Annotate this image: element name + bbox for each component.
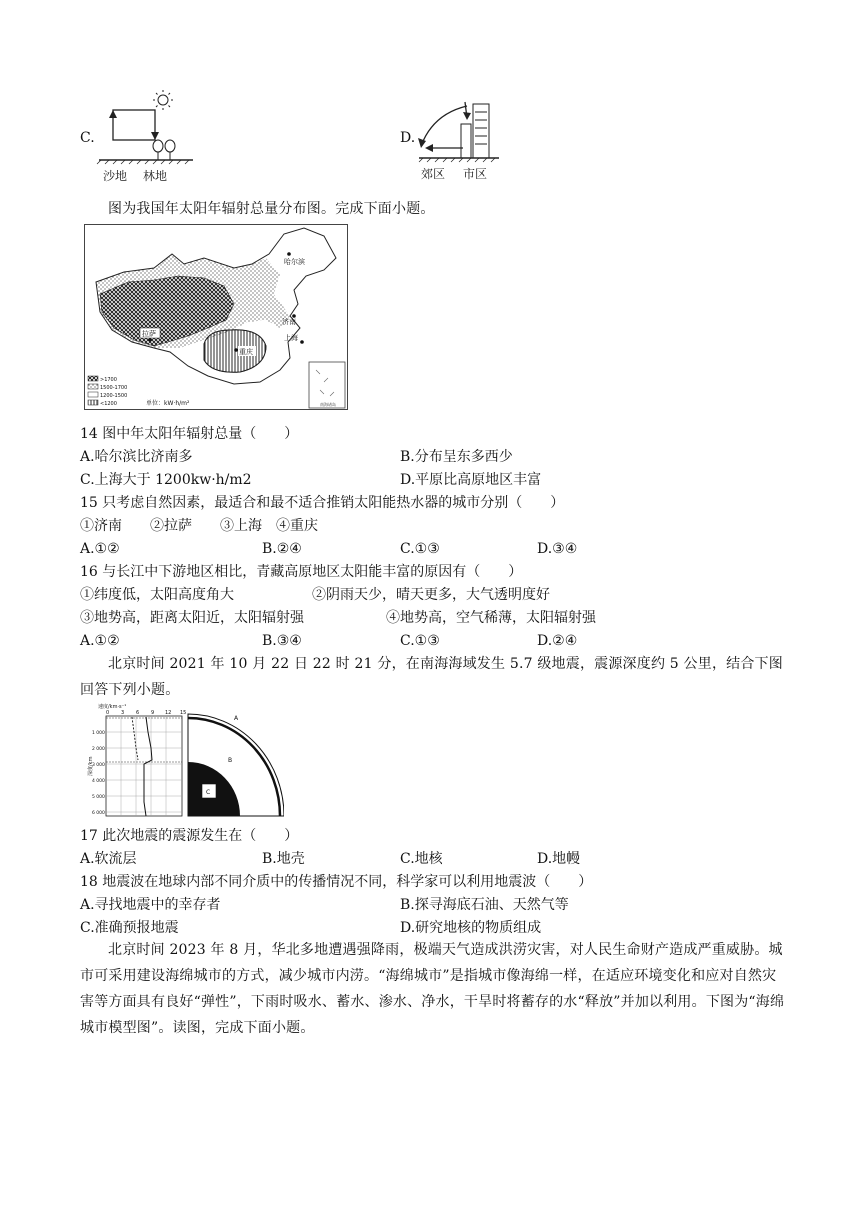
svg-text:15: 15 xyxy=(180,710,187,716)
solar-radiation-map xyxy=(84,224,348,410)
building-icon xyxy=(461,104,489,158)
figure-d-suburb-city xyxy=(415,98,525,183)
q18-option-b[interactable]: B.探寻海底石油、天然气等 xyxy=(400,897,569,913)
legend-2: 1500-1700 xyxy=(100,385,128,391)
q16-item-1: ①纬度低，太阳高度角大 xyxy=(80,587,234,603)
q16-item-3: ③地势高，距离太阳近，太阳辐射强 xyxy=(80,610,304,626)
q14-option-a[interactable]: A.哈尔滨比济南多 xyxy=(80,449,193,465)
yaxis-title: 深度/km xyxy=(88,756,94,776)
intro-sponge-city: 北京时间 2023 年 8 月，华北多地遭遇强降雨，极端天气造成洪涝灾害，对人民生命财产造成严重威胁。城市可采用建设海绵城市的方式，减少城市内涝。“海绵城市”是指城市像海绵一样，在适应环境变化和应对自然灾害等方面具有良好“弹性”，下雨时吸水、蓄水、渗水、净水，干旱时将蓄存的水“释放”并加以利用。下图为“海绵城市模型图”。读图，完成下面小题。 xyxy=(80,942,785,1036)
suburb-label: 郊区 xyxy=(421,167,446,181)
layer-b: B xyxy=(228,757,233,764)
intro-earthquake: 北京时间 2021 年 10 月 22 日 22 时 21 分，在南海海域发生 5.7 级地震，震源深度约 5 公里，结合下图回答下列小题。 xyxy=(80,656,783,698)
q16-option-b[interactable]: B.③④ xyxy=(262,633,302,649)
q15-options: ①济南 ②拉萨 ③上海 ④重庆 xyxy=(80,518,318,534)
svg-text:12: 12 xyxy=(165,710,172,716)
svg-text:4 000: 4 000 xyxy=(92,779,105,784)
q18-option-d[interactable]: D.研究地核的物质组成 xyxy=(400,920,542,936)
q17-option-c[interactable]: C.地核 xyxy=(400,851,443,867)
layer-c: C xyxy=(206,789,211,796)
sand-label: 沙地 xyxy=(103,169,128,183)
seismic-wave-figure xyxy=(84,702,284,822)
figure-c-sand-forest xyxy=(95,88,205,183)
q14-option-b[interactable]: B.分布呈东多西少 xyxy=(400,449,513,465)
xaxis-title: 速度/km·s⁻¹ xyxy=(98,704,127,710)
svg-text:3: 3 xyxy=(121,710,125,716)
q14-option-d[interactable]: D.平原比高原地区丰富 xyxy=(400,472,542,488)
sun-icon xyxy=(158,95,168,105)
svg-text:6 000: 6 000 xyxy=(92,811,105,816)
q16-stem: 16 与长江中下游地区相比，青藏高原地区太阳能丰富的原因有（ ） xyxy=(80,564,523,580)
city-label: 市区 xyxy=(463,167,488,181)
intro-solar: 图为我国年太阳年辐射总量分布图。完成下面小题。 xyxy=(108,201,435,217)
city-lhasa: 拉萨 xyxy=(142,330,156,338)
svg-text:5 000: 5 000 xyxy=(92,795,105,800)
legend-3: 1200-1500 xyxy=(100,393,128,399)
tree-icon xyxy=(153,140,175,160)
legend-1: >1700 xyxy=(100,377,117,383)
q17-option-a[interactable]: A.软流层 xyxy=(80,851,137,867)
svg-text:3 000: 3 000 xyxy=(92,763,105,768)
svg-text:1 000: 1 000 xyxy=(92,731,105,736)
city-chongqing: 重庆 xyxy=(239,348,253,356)
q18-stem: 18 地震波在地球内部不同介质中的传播情况不同，科学家可以利用地震波（ ） xyxy=(80,874,593,890)
q16-option-c[interactable]: C.①③ xyxy=(400,633,440,649)
city-harbin: 哈尔滨 xyxy=(284,258,305,266)
map-unit: 单位：kW·h/m² xyxy=(146,400,190,407)
inset-label: 南海诸岛 xyxy=(320,402,336,407)
q15-option-c[interactable]: C.①③ xyxy=(400,541,440,557)
q14-option-c[interactable]: C.上海大于 1200kw·h/m2 xyxy=(80,472,252,488)
q14-stem: 14 图中年太阳年辐射总量（ ） xyxy=(80,426,299,442)
svg-text:6: 6 xyxy=(136,710,140,716)
svg-text:2 000: 2 000 xyxy=(92,747,105,752)
q17-stem: 17 此次地震的震源发生在（ ） xyxy=(80,828,299,844)
q18-option-a[interactable]: A.寻找地震中的幸存者 xyxy=(80,897,221,913)
q16-option-d[interactable]: D.②④ xyxy=(537,633,578,649)
q15-option-d[interactable]: D.③④ xyxy=(537,541,578,557)
layer-a: A xyxy=(234,715,239,722)
q18-option-c[interactable]: C.准确预报地震 xyxy=(80,920,179,936)
city-jinan: 济南 xyxy=(282,318,296,326)
q16-option-a[interactable]: A.①② xyxy=(80,633,120,649)
q15-stem: 15 只考虑自然因素，最适合和最不适合推销太阳能热水器的城市分别（ ） xyxy=(80,495,565,511)
q15-option-b[interactable]: B.②④ xyxy=(262,541,302,557)
q17-option-b[interactable]: B.地壳 xyxy=(262,851,305,867)
svg-text:0: 0 xyxy=(106,710,110,716)
option-c-label: C. xyxy=(80,130,95,146)
q16-item-4: ④地势高，空气稀薄，太阳辐射强 xyxy=(386,610,596,626)
svg-text:9: 9 xyxy=(151,710,155,716)
q17-option-d[interactable]: D.地幔 xyxy=(537,851,581,867)
forest-label: 林地 xyxy=(143,169,168,183)
city-shanghai: 上海 xyxy=(284,334,298,342)
q15-option-a[interactable]: A.①② xyxy=(80,541,120,557)
option-d-label: D. xyxy=(400,130,416,146)
legend-4: <1200 xyxy=(100,401,117,407)
q16-item-2: ②阴雨天少，晴天更多，大气透明度好 xyxy=(312,587,550,603)
